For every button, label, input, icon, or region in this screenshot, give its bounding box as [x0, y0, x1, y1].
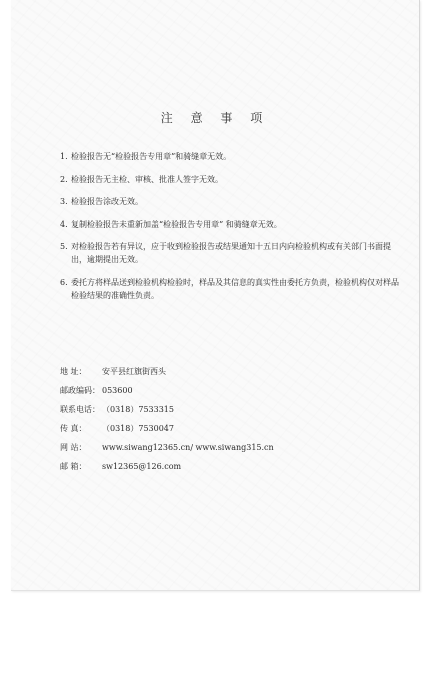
contact-info: [60, 362, 274, 476]
phone-row: [60, 400, 274, 419]
list-item: [60, 240, 400, 266]
fax-value: （0318）7530047: [102, 424, 174, 433]
notes-list: [60, 150, 400, 311]
item-text: 复制检验报告未重新加盖“检验报告专用章” 和骑缝章无效。: [71, 219, 282, 229]
website-row: [60, 438, 274, 457]
email-value: sw12365@126.com: [102, 462, 182, 471]
document-page: [11, 0, 420, 591]
page-title: 注 意 事 项: [160, 111, 270, 125]
address-label: 地 址：: [60, 367, 87, 376]
postcode-value: 053600: [102, 386, 133, 395]
list-item: [60, 276, 400, 302]
email-row: [60, 457, 274, 476]
item-number: 5.: [60, 242, 68, 251]
item-text: 检验报告涂改无效。: [71, 197, 143, 206]
postcode-label: 邮政编码：: [60, 386, 100, 395]
item-text: 委托方将样品送到检验机构检验时，样品及其信息的真实性由委托方负责，检验机构仅对样品检验结果的准确性负责。: [71, 277, 399, 300]
address-row: [60, 362, 274, 381]
fax-label: 传 真：: [60, 424, 87, 433]
list-item: [60, 173, 400, 186]
website-value: www.siwang12365.cn/ www.siwang315.cn: [102, 443, 274, 452]
item-number: 4.: [60, 219, 68, 229]
postcode-row: [60, 381, 274, 400]
phone-value: （0318）7533315: [102, 405, 174, 414]
item-number: 1.: [60, 152, 68, 161]
list-item: [60, 150, 400, 163]
item-text: 检验报告无“检验报告专用章”和骑缝章无效。: [71, 152, 232, 161]
item-number: 6.: [60, 277, 68, 287]
item-text: 对检验报告若有异议，应于收到检验报告或结果通知十五日内向检验机构或有关部门书面提出，逾期提出无效。: [71, 242, 391, 264]
item-text: 检验报告无主检、审核、批准人签字无效。: [71, 174, 223, 184]
email-label: 邮 箱：: [60, 462, 87, 471]
list-item: [60, 195, 400, 208]
website-label: 网 站：: [60, 443, 87, 452]
address-value: 安平县红旗街西头: [102, 367, 166, 376]
fax-row: [60, 419, 274, 438]
phone-label: 联系电话：: [60, 405, 100, 414]
item-number: 3.: [60, 197, 68, 206]
list-item: [60, 218, 400, 231]
item-number: 2.: [60, 174, 68, 184]
